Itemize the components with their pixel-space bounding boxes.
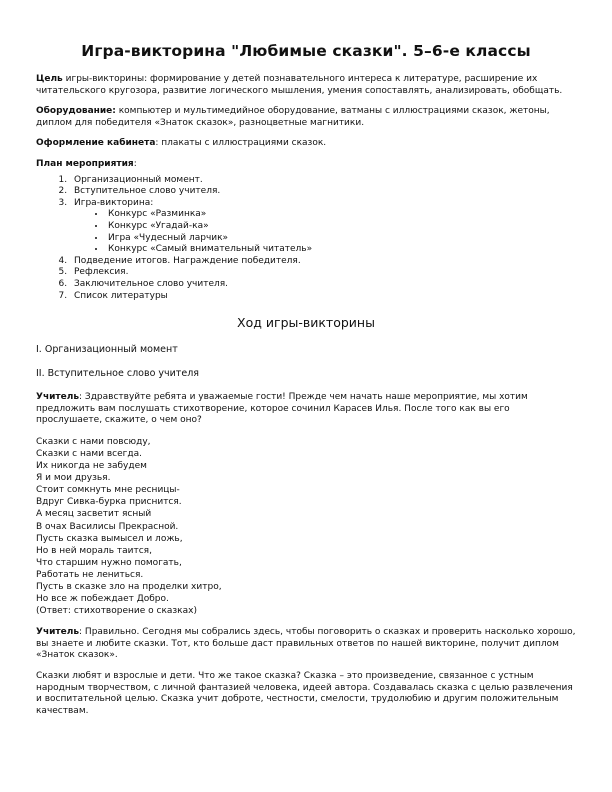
equipment-text: компьютер и мультимедийное оборудование, ватманы с иллюстрациями сказок, жетоны, диплом для победителя «Знаток сказок», разноцветные магнитики. (36, 106, 550, 128)
contest-item: • Конкурс «Самый внимательный читатель» (106, 244, 576, 256)
plan-item: 5. Рефлексия. (70, 267, 576, 279)
decoration-paragraph (36, 138, 576, 150)
contest-item: • Конкурс «Угадай-ка» (106, 221, 576, 233)
equipment-label: Оборудование: (36, 106, 116, 117)
teacher-label: Учитель (36, 627, 80, 638)
contest-item: • Конкурс «Разминка» (106, 209, 576, 221)
teacher-paragraph-2 (36, 627, 576, 662)
poem-line: Я и мои друзья. (36, 473, 111, 484)
goal-text: игры-викторины: формирование у детей познавательного интереса к литературе, расширение их читательского кругозора, развитие логического мышления, умения сопоставлять, анализировать, обобщать. (36, 74, 563, 96)
teacher-label: Учитель (36, 392, 80, 403)
section-heading-2: II. Вступительное слово учителя (36, 368, 199, 380)
goal-paragraph (36, 74, 576, 97)
plan-item: 7. Список литературы (70, 291, 576, 303)
decoration-label: Оформление кабинета (36, 138, 156, 149)
document-page (36, 42, 576, 726)
section-heading-1: I. Организационный момент (36, 344, 178, 356)
poem-line: Вдруг Сивка-бурка приснится. (36, 497, 182, 508)
poem-line: Пусть в сказке зло на проделки хитро, (36, 582, 222, 592)
closing-paragraph: Сказки любят и взрослые и дети. Что же такое сказка? Сказка – это произведение, связанное с устным народным творчеством, с личной фантазией человека, идеей автора. Создавалась сказка с целью развлечения и воспитательной целью. Сказка учит доброте, честности, смелости, трудолюбию и другим положительным качествам. (36, 671, 573, 716)
poem-line: Стоит сомкнуть мне ресницы- (36, 485, 180, 496)
contest-item: • Игра «Чудесный ларчик» (106, 233, 576, 245)
plan-item (70, 198, 576, 256)
poem-line: Сказки с нами всегда. (36, 448, 142, 459)
poem (36, 436, 576, 617)
section-title: Ход игры-викторины (237, 315, 375, 331)
plan-item: 6. Заключительное слово учителя. (70, 279, 576, 291)
plan-item-label: Игра-викторина: (74, 197, 154, 208)
teacher-paragraph-1 (36, 392, 576, 427)
plan-suffix: : (133, 158, 137, 169)
poem-line: Но в ней мораль таится, (36, 545, 152, 556)
plan-list (36, 175, 576, 303)
poem-line: Работать не лениться. (36, 569, 144, 580)
poem-line: Пусть сказка вымысел и ложь, (36, 533, 183, 544)
poem-line: Сказки с нами повсюду, (36, 436, 151, 447)
poem-line: В очах Василисы Прекрасной. (36, 521, 179, 532)
plan-item: 1. Организационный момент. (70, 175, 576, 187)
equipment-paragraph (36, 106, 576, 129)
decoration-text: : плакаты с иллюстрациями сказок. (155, 138, 327, 149)
poem-answer: (Ответ: стихотворение о сказках) (36, 606, 197, 617)
plan-item: 4. Подведение итогов. Награждение победителя. (70, 256, 576, 268)
plan-label: План мероприятия (36, 158, 134, 169)
teacher-text: : Правильно. Сегодня мы собрались здесь, чтобы поговорить о сказках и проверить насколько хорошо, вы знаете и любите сказки. Тот, кто больше даст правильных ответов по нашей викторине, получит диплом «Знаток сказок». (36, 627, 576, 661)
poem-line: Но все ж побеждает Добро. (36, 594, 169, 605)
document-title: Игра-викторина "Любимые сказки". 5–6-е классы (81, 42, 531, 60)
plan-item: 2. Вступительное слово учителя. (70, 186, 576, 198)
poem-line: Что старшим нужно помогать, (36, 557, 182, 568)
poem-line: Их никогда не забудем (36, 461, 147, 472)
contest-list (74, 209, 576, 255)
teacher-text: : Здравствуйте ребята и уважаемые гости! Прежде чем начать наше мероприятие, мы хотим предложить вам послушать стихотворение, которое сочинил Карасев Илья. После того как вы его прослушаете, скажите, о чем оно? (36, 392, 528, 426)
goal-label: Цель (36, 74, 63, 84)
plan-heading (36, 159, 576, 171)
poem-line: А месяц засветит ясный (36, 509, 152, 520)
